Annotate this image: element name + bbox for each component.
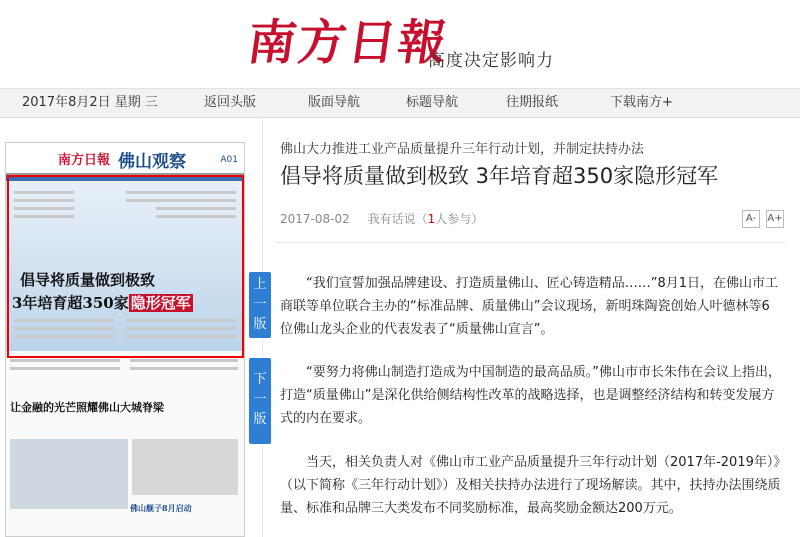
article-divider: [276, 242, 786, 243]
newspaper-logo[interactable]: [244, 14, 452, 72]
article-headline: 倡导将质量做到极致 3年培育超350家隐形冠军: [280, 164, 719, 188]
article-paragraph: “要努力将佛山制造打造成为中国制造的最高品质。”佛山市市长朱伟在会议上指出，打造“质量佛山”是深化供给侧结构性改革的战略选择，也是调整经济结构和转变发展方式的内在要求。: [280, 365, 781, 426]
current-date: 2017年8月2日 星期 三: [22, 95, 158, 110]
thumbnail-text-line: [130, 367, 238, 370]
nav-layout[interactable]: 版面导航: [308, 95, 361, 110]
article: [276, 118, 786, 537]
article-paragraph: “我们宣誓加强品牌建设、打造质量佛山、匠心铸造精品……”8月1日，在佛山市工商联等单位联合主办的“标准品牌、质量佛山”会议现场，新明珠陶瓷创始人叶德林等6位佛山龙头企业的代表发表了“质量佛山宣言”。: [280, 276, 779, 337]
thumbnail-text-line: [10, 367, 120, 370]
thumbnail-section: 佛山观察: [118, 152, 186, 172]
prev-page-char: 一: [253, 297, 267, 312]
nav-back-to-front[interactable]: 返回头版: [204, 95, 257, 110]
prev-page-char: 上: [253, 277, 267, 292]
next-page-char: 一: [253, 392, 267, 407]
comment-prefix: 我有话说（: [367, 212, 428, 226]
nav-download-app[interactable]: 下载南方+: [610, 95, 673, 110]
comment-count: 1: [427, 212, 436, 226]
comment-suffix: 人参与）: [435, 212, 484, 226]
thumbnail-headline-2-prefix: 3年培育超350家: [12, 294, 129, 312]
thumbnail-logo: 南方日報: [58, 153, 111, 168]
article-paragraph: 当天，相关负责人对《佛山市工业产品质量提升三年行动计划（2017年-2019年）》（以下简称《三年行动计划》）及相关扶持办法进行了现场解读。其中，扶持办法围绕质量、标准和品牌三大类发布不同奖励标准，最高奖励金额达200万元。: [280, 455, 781, 516]
article-date: 2017-08-02: [280, 212, 350, 226]
next-page-char: 下: [253, 372, 267, 387]
page-thumbnail-panel: [0, 118, 262, 537]
article-kicker: 佛山大力推进工业产品质量提升三年行动计划，并制定扶持办法: [280, 142, 645, 157]
thumbnail-bottom-headline[interactable]: 佛山舰子8月启动: [130, 503, 192, 513]
thumbnail-headline-2-highlight: 隐形冠军: [130, 294, 191, 312]
next-page-button[interactable]: [249, 358, 271, 444]
font-increase-button[interactable]: A+: [766, 210, 784, 228]
article-meta: [280, 210, 483, 227]
thumbnail-lower-headline[interactable]: 让金融的光芒照耀佛山大城脊梁: [10, 401, 164, 414]
font-decrease-button[interactable]: A-: [742, 210, 760, 228]
thumbnail-text-line: [130, 359, 238, 362]
nav-titles[interactable]: 标题导航: [406, 95, 459, 110]
thumbnail-photo: [10, 439, 128, 509]
thumbnail-photo: [132, 439, 238, 495]
nav-past-issues[interactable]: 往期报纸: [506, 95, 559, 110]
thumbnail-text-line: [10, 359, 120, 362]
thumbnail-page-number: A01: [220, 155, 238, 165]
prev-page-char: 版: [253, 317, 267, 332]
prev-page-button[interactable]: [249, 272, 271, 338]
selected-article-highlight[interactable]: [7, 175, 244, 358]
comment-link[interactable]: [368, 212, 484, 226]
site-header: [0, 0, 800, 88]
next-page-char: 版: [253, 412, 267, 427]
nav-bar: [0, 88, 800, 118]
logo-text: 南方日報: [244, 15, 452, 71]
thumbnail-masthead: [6, 143, 244, 175]
thumbnail-headline-1: 倡导将质量做到极致: [20, 271, 156, 289]
slogan: 高度决定影响力: [428, 51, 554, 71]
